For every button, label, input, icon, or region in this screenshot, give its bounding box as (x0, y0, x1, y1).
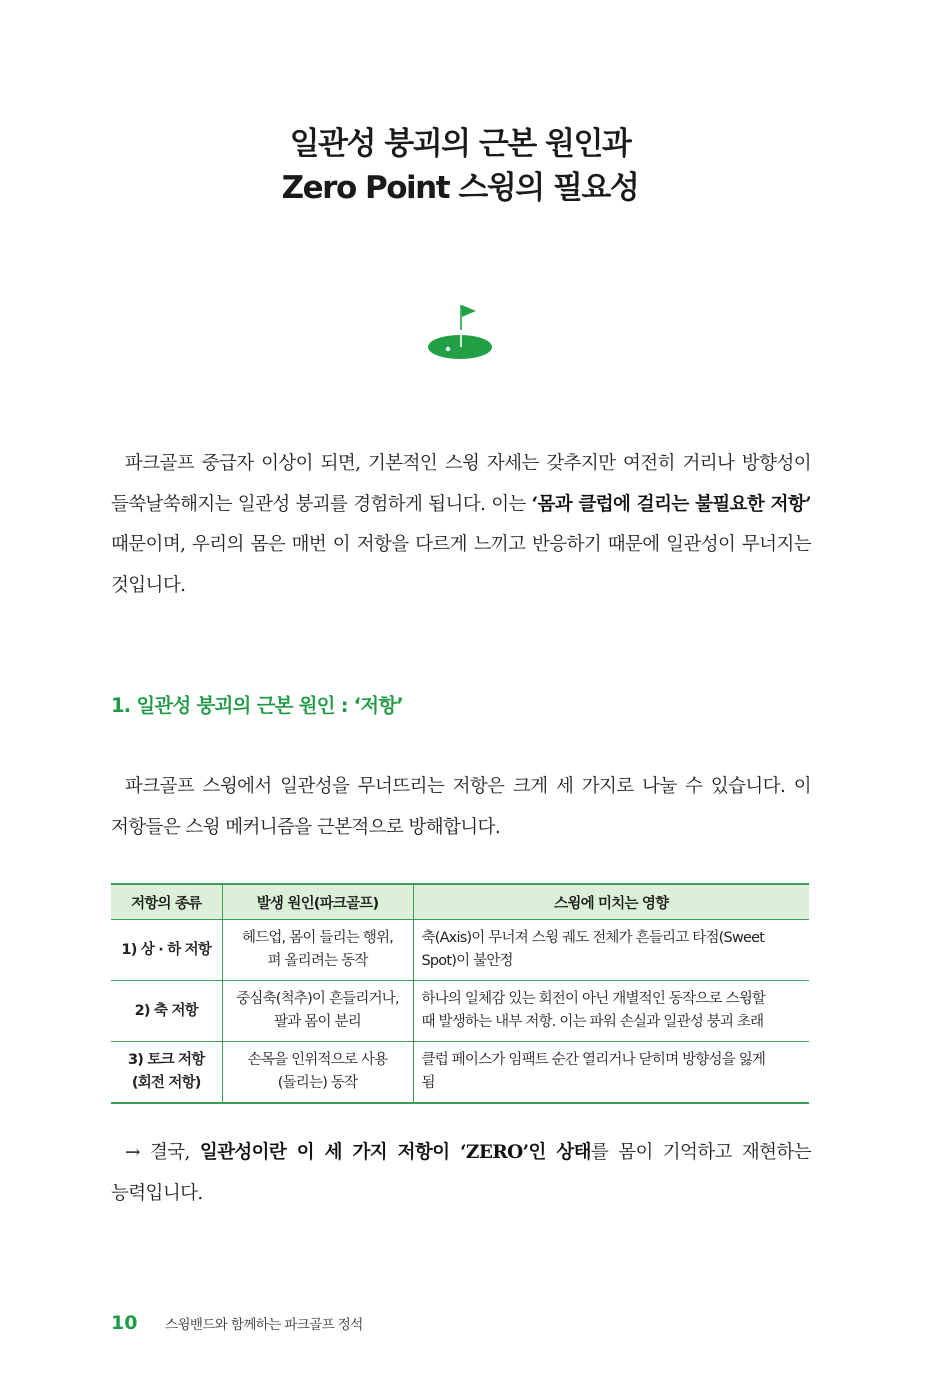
conclusion-emphasis: 일관성이란 이 세 가지 저항이 ‘ZERO’인 상태 (199, 1142, 591, 1163)
emphasis-text: ‘몸과 클럽에 걸리는 불필요한 저항’ (531, 493, 811, 515)
resistance-cause: 중심축(척추)이 흔들리거나, 팔과 몸이 분리 (222, 981, 413, 1042)
table-header-cell: 저항의 종류 (111, 884, 222, 920)
section-paragraph: 파크골프 스윙에서 일관성을 무너뜨리는 저항은 크게 세 가지로 나눌 수 있습니다. 이 저항들은 스윙 메커니즘을 근본적으로 방해합니다. (111, 776, 811, 838)
title-line-2: Zero Point 스윙의 필요성 (281, 170, 639, 206)
book-title: 스윙밴드와 함께하는 파크골프 정석 (165, 1317, 363, 1333)
resistance-kind: 1) 상 · 하 저항 (111, 920, 222, 981)
resistance-cause: 손목을 인위적으로 사용 (돌리는) 동작 (222, 1042, 413, 1104)
resistance-table (111, 883, 809, 1104)
table-header-row (111, 884, 809, 920)
page-number: 10 (111, 1312, 138, 1334)
title-line-1: 일관성 붕괴의 근본 원인과 (289, 126, 631, 162)
table-row (111, 920, 809, 981)
table-row (111, 981, 809, 1042)
resistance-effect: 하나의 일체감 있는 회전이 아닌 개별적인 동작으로 스윙할 때 발생하는 내부 저항. 이는 파워 손실과 일관성 붕괴 초래 (413, 981, 809, 1042)
resistance-effect: 클럽 페이스가 임팩트 순간 열리거나 닫히며 방향성을 잃게 됨 (413, 1042, 809, 1104)
resistance-cause: 헤드업, 몸이 들리는 행위, 펴 올리려는 동작 (222, 920, 413, 981)
table-header-cell: 발생 원인(파크골프) (222, 884, 413, 920)
page-title (0, 122, 920, 210)
golf-flag-green-icon (424, 300, 496, 364)
resistance-kind: 2) 축 저항 (111, 981, 222, 1042)
intro-paragraph: 파크골프 중급자 이상이 되면, 기본적인 스윙 자세는 갖추지만 여전히 거리나 방향성이 들쑥날쑥해지는 일관성 붕괴를 경험하게 됩니다. 이는 ‘몸과 클럽에 걸리는 불필요한 저항’ 때문이며, 우리의 몸은 매번 이 저항을 다르게 느끼고 반응하기 때문에 일관성이 무너지는 것입니다. (111, 453, 811, 596)
conclusion-paragraph: → 결국, 일관성이란 이 세 가지 저항이 ‘ZERO’인 상태를 몸이 기억하고 재현하는 능력입니다. (111, 1142, 811, 1204)
section-heading: 1. 일관성 붕괴의 근본 원인 : ‘저항’ (111, 694, 403, 717)
page-footer (111, 1312, 363, 1334)
table-header-cell: 스윙에 미치는 영향 (413, 884, 809, 920)
table-row (111, 1042, 809, 1104)
resistance-kind: 3) 토크 저항 (회전 저항) (111, 1042, 222, 1104)
resistance-effect: 축(Axis)이 무너져 스윙 궤도 전체가 흔들리고 타점(Sweet Spot)이 불안정 (413, 920, 809, 981)
